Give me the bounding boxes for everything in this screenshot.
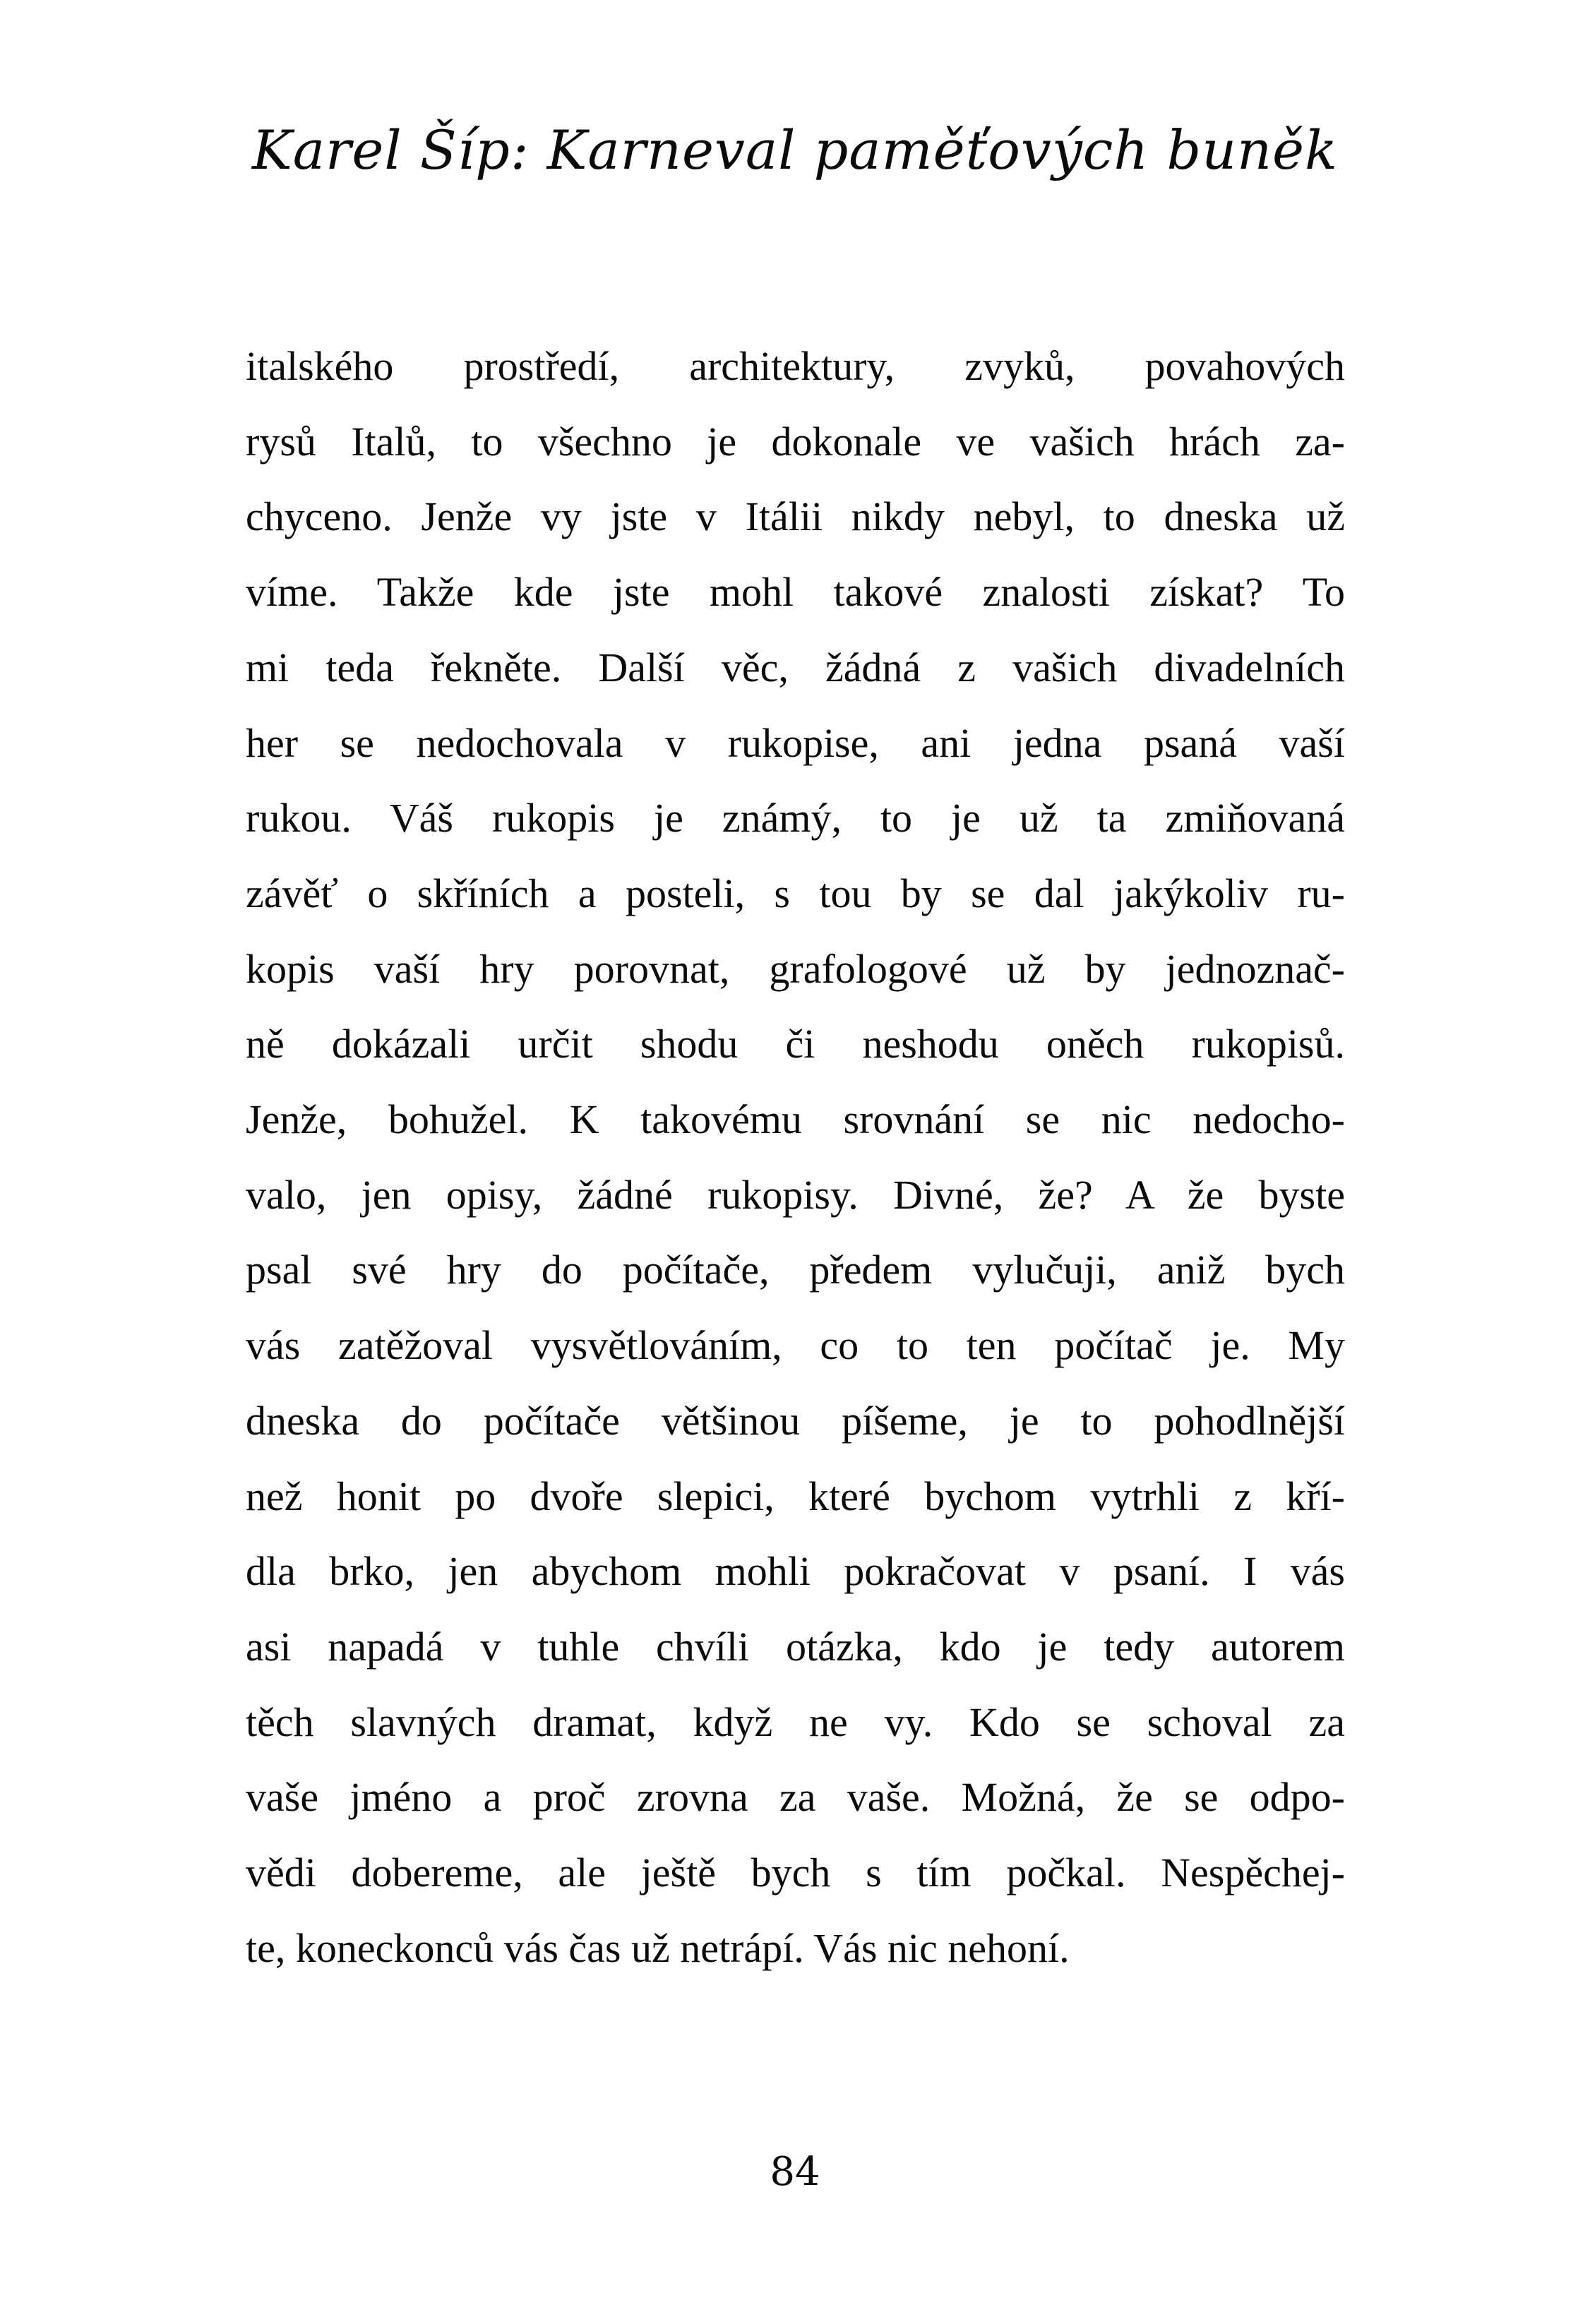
text-line: valo, jen opisy, žádné rukopisy. Divné, že? A že byste <box>246 1171 1345 1218</box>
text-line: těch slavných dramat, když ne vy. Kdo se schoval za <box>246 1699 1345 1745</box>
text-line: mi teda řekněte. Další věc, žádná z vašich divadelních <box>246 644 1345 690</box>
text-line: dneska do počítače většinou píšeme, je to pohodlnější <box>246 1397 1345 1444</box>
text-line: kopis vaší hry porovnat, grafologové už by jednoznač- <box>246 945 1345 992</box>
page-number: 84 <box>770 2149 820 2195</box>
text-line: ně dokázali určit shodu či neshodu oněch rukopisů. <box>246 1021 1345 1067</box>
text-line: italského prostředí, architektury, zvyků, povahových <box>246 343 1345 389</box>
text-line: dla brko, jen abychom mohli pokračovat v psaní. I vás <box>246 1548 1345 1595</box>
running-header: Karel Šíp: Karneval paměťových buněk <box>251 119 1339 181</box>
text-line: te, koneckonců vás čas už netrápí. Vás nic nehoní. <box>246 1924 1070 1971</box>
text-line: vás zatěžoval vysvětlováním, co to ten počítač je. My <box>246 1322 1345 1369</box>
text-line: rysů Italů, to všechno je dokonale ve vašich hrách za- <box>246 418 1345 465</box>
text-line: víme. Takže kde jste mohl takové znalosti získat? To <box>246 569 1345 616</box>
text-line: než honit po dvoře slepici, které bychom vytrhli z kří- <box>246 1473 1345 1519</box>
text-line: asi napadá v tuhle chvíli otázka, kdo je tedy autorem <box>246 1623 1345 1670</box>
body-text <box>246 329 1345 1986</box>
text-line: závěť o skříních a posteli, s tou by se dal jakýkoliv ru- <box>246 870 1345 916</box>
text-line: vaše jméno a proč zrovna za vaše. Možná, že se odpo- <box>246 1774 1345 1821</box>
text-line: Jenže, bohužel. K takovému srovnání se nic nedocho- <box>246 1096 1345 1143</box>
text-line: vědi dobereme, ale ještě bych s tím počkal. Nespěchej- <box>246 1850 1345 1896</box>
text-line: rukou. Váš rukopis je známý, to je už ta zmiňovaná <box>246 795 1345 841</box>
text-line: chyceno. Jenže vy jste v Itálii nikdy nebyl, to dneska už <box>246 493 1345 540</box>
text-line: psal své hry do počítače, předem vylučuji, aniž bych <box>246 1247 1345 1293</box>
text-line: her se nedochovala v rukopise, ani jedna psaná vaší <box>246 719 1345 766</box>
